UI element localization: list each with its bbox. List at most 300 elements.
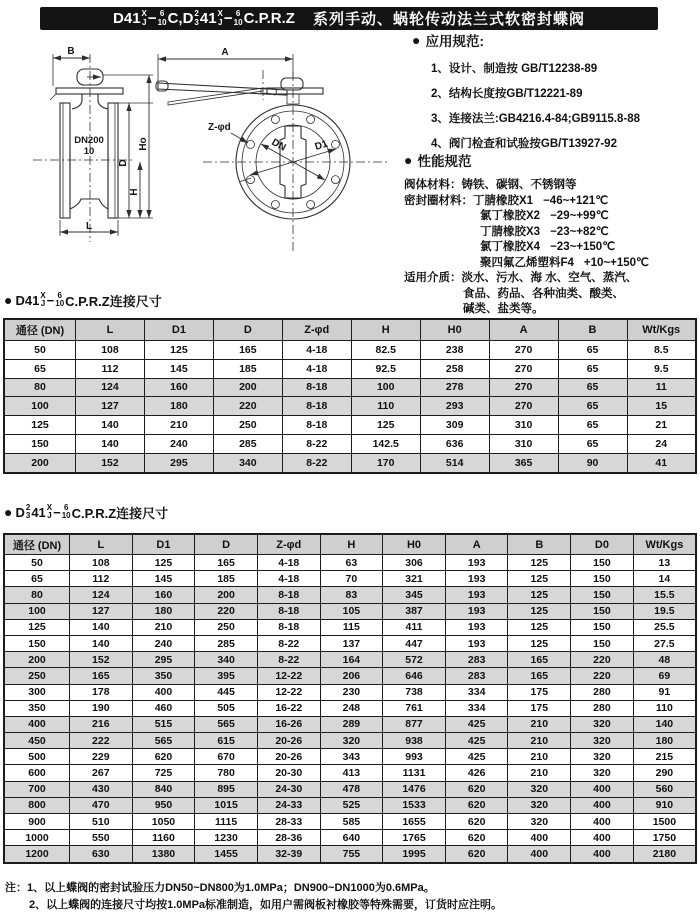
- table-cell: 21: [627, 416, 696, 435]
- table-cell: 19.5: [633, 603, 696, 619]
- table-cell: 895: [195, 781, 258, 797]
- table-cell: 160: [132, 587, 195, 603]
- bullet-icon: ●: [4, 292, 13, 308]
- table-cell: 1750: [633, 830, 696, 846]
- model-sup-sub: 6 10: [233, 9, 243, 27]
- table-cell: 140: [76, 416, 145, 435]
- table-cell: 1380: [132, 846, 195, 863]
- table-cell: 200: [213, 378, 282, 397]
- table-cell: 80: [4, 378, 76, 397]
- table-cell: 1533: [383, 797, 446, 813]
- model-sup-sub: X J: [141, 9, 147, 27]
- table-cell: 620: [445, 797, 508, 813]
- model-text: 41: [199, 10, 217, 27]
- body-material-line: [404, 178, 700, 194]
- table-cell: 220: [571, 652, 634, 668]
- series-title-text: 系列手动、蜗轮传动法兰式软密封蝶阀: [312, 11, 585, 28]
- table-cell: 600: [4, 765, 70, 781]
- model-sup-sub: 6 10: [157, 9, 167, 27]
- table-cell: 193: [445, 571, 508, 587]
- table-cell: 309: [420, 416, 489, 435]
- column-header: B: [508, 534, 571, 555]
- table-cell: 90: [558, 453, 627, 472]
- model-text: −: [147, 10, 157, 27]
- table-cell: 140: [70, 619, 133, 635]
- column-header: H: [351, 319, 420, 341]
- table-cell: 620: [132, 749, 195, 765]
- bolt-hole: [307, 116, 315, 124]
- table-cell: 69: [633, 668, 696, 684]
- model-sup-sub: 6 10: [61, 502, 71, 520]
- table-cell: 140: [76, 434, 145, 453]
- table-cell: 140: [633, 716, 696, 732]
- model-text: −: [53, 504, 61, 520]
- table1-caption: [4, 288, 162, 312]
- model-sup-sub: 2 3: [194, 9, 199, 27]
- table-row: [4, 700, 696, 716]
- table-cell: 210: [508, 765, 571, 781]
- table-cell: 280: [571, 700, 634, 716]
- table-cell: 430: [70, 781, 133, 797]
- column-header: Wt/Kgs: [633, 534, 696, 555]
- table-cell: 12-22: [257, 684, 320, 700]
- table-cell: 48: [633, 652, 696, 668]
- table-cell: 150: [4, 635, 70, 651]
- table-cell: 640: [320, 830, 383, 846]
- table-cell: 293: [420, 397, 489, 416]
- media-line: [404, 271, 700, 287]
- table-row: [4, 453, 696, 472]
- table-cell: 400: [132, 684, 195, 700]
- table-cell: 150: [571, 587, 634, 603]
- table-cell: 28-36: [257, 830, 320, 846]
- table-cell: 108: [76, 341, 145, 360]
- media-line: [463, 302, 700, 318]
- seal-temp-range: −46~+121℃: [543, 194, 609, 207]
- table-cell: 1230: [195, 830, 258, 846]
- media-value: 食品、药品、各种油类、酸类、: [463, 287, 624, 300]
- table-cell: 142.5: [351, 434, 420, 453]
- bore-size-sub-label: 10: [83, 146, 95, 157]
- model-text: −: [46, 292, 55, 308]
- table-cell: 175: [508, 684, 571, 700]
- table-cell: 4-18: [282, 359, 351, 378]
- dimension-h-label: H: [129, 188, 140, 196]
- column-header: D1: [132, 534, 195, 555]
- table-cell: 24-30: [257, 781, 320, 797]
- column-header: Z-φd: [282, 319, 351, 341]
- table-cell: 700: [4, 781, 70, 797]
- table-cell: 283: [445, 668, 508, 684]
- valve-technical-drawing: [25, 42, 413, 292]
- bolt-hole: [247, 176, 255, 184]
- table-cell: 110: [351, 397, 420, 416]
- table-row: [4, 378, 696, 397]
- table-cell: 125: [4, 619, 70, 635]
- table-cell: 15.5: [633, 587, 696, 603]
- table-cell: 180: [132, 603, 195, 619]
- application-spec-item: 3、连接法兰:GB4216.4-84;GB9115.8-88: [431, 113, 641, 125]
- table-cell: 137: [320, 635, 383, 651]
- table-cell: 127: [70, 603, 133, 619]
- table-cell: 289: [320, 716, 383, 732]
- table-cell: 267: [70, 765, 133, 781]
- table-row: [4, 603, 696, 619]
- table-cell: 460: [132, 700, 195, 716]
- table-cell: 125: [508, 619, 571, 635]
- table-cell: 1160: [132, 830, 195, 846]
- table-cell: 80: [4, 587, 70, 603]
- table-cell: 565: [195, 716, 258, 732]
- table-cell: 320: [508, 797, 571, 813]
- table-cell: 178: [70, 684, 133, 700]
- table-cell: 150: [571, 571, 634, 587]
- table-cell: 32-39: [257, 846, 320, 863]
- application-specs-heading: [412, 30, 700, 50]
- model-sup-sub: 2 3: [25, 502, 31, 520]
- table-cell: 150: [571, 603, 634, 619]
- table-cell: 877: [383, 716, 446, 732]
- table-cell: 82.5: [351, 341, 420, 360]
- application-heading-text: 应用规范:: [425, 34, 484, 49]
- table-cell: 738: [383, 684, 446, 700]
- table-cell: 27.5: [633, 635, 696, 651]
- table-cell: 310: [489, 416, 558, 435]
- table-cell: 270: [489, 359, 558, 378]
- table-cell: 125: [144, 341, 213, 360]
- valve-model-designation: [113, 10, 295, 27]
- seal-material-name: 氯丁橡胶X2: [480, 210, 541, 222]
- table-cell: 630: [70, 846, 133, 863]
- table-cell: 145: [144, 359, 213, 378]
- column-header: A: [489, 319, 558, 341]
- table-cell: 258: [420, 359, 489, 378]
- seal-temp-range: −23~+82℃: [550, 225, 609, 238]
- table-cell: 780: [195, 765, 258, 781]
- model-sup-sub: X J: [217, 9, 223, 27]
- table-cell: 160: [144, 378, 213, 397]
- table-cell: 65: [558, 397, 627, 416]
- table-cell: 725: [132, 765, 195, 781]
- table-cell: 450: [4, 733, 70, 749]
- table-cell: 505: [195, 700, 258, 716]
- table-cell: 125: [508, 635, 571, 651]
- table-cell: 8-18: [257, 587, 320, 603]
- table-cell: 1050: [132, 814, 195, 830]
- table-cell: 20-26: [257, 733, 320, 749]
- table-cell: 24-33: [257, 797, 320, 813]
- model-text: C.P.R.Z: [243, 10, 295, 27]
- table-cell: 300: [4, 684, 70, 700]
- application-spec-item: 4、阀门检查和试验按GB/T13927-92: [431, 138, 617, 150]
- table-cell: 250: [195, 619, 258, 635]
- table-row: [4, 668, 696, 684]
- model-text: C,D: [167, 10, 194, 27]
- table-cell: 145: [132, 571, 195, 587]
- table-cell: 514: [420, 453, 489, 472]
- table-cell: 14: [633, 571, 696, 587]
- table-cell: 478: [320, 781, 383, 797]
- table-cell: 220: [195, 603, 258, 619]
- table-cell: 1476: [383, 781, 446, 797]
- table-cell: 620: [445, 814, 508, 830]
- table-cell: 200: [4, 652, 70, 668]
- table-cell: 193: [445, 555, 508, 571]
- table-cell: 1000: [4, 830, 70, 846]
- table-cell: 320: [320, 733, 383, 749]
- table-cell: 320: [508, 814, 571, 830]
- table-cell: 222: [70, 733, 133, 749]
- table-cell: 426: [445, 765, 508, 781]
- dimension-a-label: A: [221, 47, 229, 58]
- valve-neck: [72, 94, 82, 109]
- table-cell: 230: [320, 684, 383, 700]
- table-cell: 165: [213, 341, 282, 360]
- table-cell: 125: [132, 555, 195, 571]
- column-header: D0: [571, 534, 634, 555]
- table-cell: 340: [213, 453, 282, 472]
- table-row: [4, 652, 696, 668]
- bolt-hole: [332, 176, 340, 184]
- table-cell: 112: [76, 359, 145, 378]
- table-cell: 636: [420, 434, 489, 453]
- table-cell: 193: [445, 619, 508, 635]
- table-cell: 115: [320, 619, 383, 635]
- header-row: [4, 534, 696, 555]
- table-cell: 365: [489, 453, 558, 472]
- table-cell: 525: [320, 797, 383, 813]
- mounting-plate: [56, 88, 123, 94]
- table-cell: 180: [144, 397, 213, 416]
- column-header: L: [70, 534, 133, 555]
- application-spec-item: 2、结构长度按GB/T12221-89: [431, 88, 583, 100]
- table-cell: 400: [571, 814, 634, 830]
- table-cell: 840: [132, 781, 195, 797]
- bullet-icon: ●: [412, 32, 421, 48]
- seal-temp-range: +10~+150℃: [583, 256, 649, 269]
- seal-material-line: [404, 194, 700, 210]
- table-row: [4, 846, 696, 863]
- dimension-dn-label: DN: [269, 137, 288, 154]
- table-cell: 387: [383, 603, 446, 619]
- table-cell: 125: [508, 587, 571, 603]
- table-cell: 152: [76, 453, 145, 472]
- table-cell: 4-18: [257, 555, 320, 571]
- table-cell: 445: [195, 684, 258, 700]
- bolt-hole: [271, 116, 279, 124]
- column-header: Z-φd: [257, 534, 320, 555]
- table-cell: 105: [320, 603, 383, 619]
- table-cell: 65: [558, 341, 627, 360]
- table-cell: 620: [445, 830, 508, 846]
- table-cell: 28-33: [257, 814, 320, 830]
- table-row: [4, 830, 696, 846]
- table-cell: 425: [445, 733, 508, 749]
- table-cell: 320: [571, 716, 634, 732]
- application-spec-item: 1、设计、制造按 GB/T12238-89: [431, 63, 598, 75]
- table-cell: 250: [213, 416, 282, 435]
- column-header: D1: [144, 319, 213, 341]
- table-cell: 320: [571, 733, 634, 749]
- table-cell: 190: [70, 700, 133, 716]
- table-cell: 8-22: [282, 434, 351, 453]
- valve-neck: [98, 94, 108, 109]
- right-flange: [108, 103, 118, 218]
- table-row: [4, 749, 696, 765]
- table-cell: 900: [4, 814, 70, 830]
- table-cell: 65: [558, 359, 627, 378]
- dimension-l-label: L: [85, 221, 93, 232]
- table-cell: 24: [627, 434, 696, 453]
- table-cell: 938: [383, 733, 446, 749]
- table-cell: 8.5: [627, 341, 696, 360]
- table1-caption-model: [15, 291, 161, 310]
- table-cell: 125: [508, 555, 571, 571]
- table-cell: 50: [4, 555, 70, 571]
- table-cell: 124: [76, 378, 145, 397]
- table-row: [4, 434, 696, 453]
- table-cell: 50: [4, 341, 76, 360]
- bolt-hole: [271, 201, 279, 209]
- table-row: [4, 397, 696, 416]
- table-cell: 215: [633, 749, 696, 765]
- table-cell: 100: [4, 603, 70, 619]
- table-cell: 400: [571, 846, 634, 863]
- table-cell: 8-22: [257, 635, 320, 651]
- table-cell: 8-18: [282, 378, 351, 397]
- table-cell: 1995: [383, 846, 446, 863]
- table-row: [4, 619, 696, 635]
- table-cell: 510: [70, 814, 133, 830]
- table-cell: 340: [195, 652, 258, 668]
- table-cell: 193: [445, 587, 508, 603]
- table-cell: 25.5: [633, 619, 696, 635]
- table-cell: 400: [508, 830, 571, 846]
- column-header: Wt/Kgs: [627, 319, 696, 341]
- seal-material-name: 聚四氟乙烯塑料F4: [480, 256, 574, 269]
- seal-temp-range: −23~+150℃: [550, 241, 616, 253]
- performance-specs-section: [404, 150, 700, 318]
- table-cell: 278: [420, 378, 489, 397]
- table-cell: 165: [195, 555, 258, 571]
- table-cell: 295: [144, 453, 213, 472]
- seal-material-label: 密封圈材料：: [404, 194, 473, 207]
- footnotes: [5, 880, 697, 913]
- table-cell: 248: [320, 700, 383, 716]
- left-flange: [60, 103, 70, 218]
- table-cell: 585: [320, 814, 383, 830]
- table-cell: 210: [508, 716, 571, 732]
- column-header: 通径 (DN): [4, 534, 70, 555]
- media-line: [463, 287, 700, 303]
- table-cell: 411: [383, 619, 446, 635]
- table-cell: 565: [132, 733, 195, 749]
- table-cell: 950: [132, 797, 195, 813]
- body-material-label: 阀体材料：: [404, 179, 462, 191]
- table-cell: 515: [132, 716, 195, 732]
- table-cell: 320: [571, 749, 634, 765]
- table-cell: 761: [383, 700, 446, 716]
- table-cell: 560: [633, 781, 696, 797]
- table-cell: 280: [571, 684, 634, 700]
- table-cell: 11: [627, 378, 696, 397]
- table-cell: 1015: [195, 797, 258, 813]
- model-text: C.P.R.Z连接尺寸: [71, 505, 169, 521]
- header-row: [4, 319, 696, 341]
- table-cell: 210: [132, 619, 195, 635]
- model-sup-sub: X J: [46, 502, 53, 520]
- column-header: A: [445, 534, 508, 555]
- table-cell: 1455: [195, 846, 258, 863]
- table-cell: 755: [320, 846, 383, 863]
- table-cell: 193: [445, 603, 508, 619]
- table-cell: 12-22: [257, 668, 320, 684]
- table-cell: 170: [351, 453, 420, 472]
- table-cell: 15: [627, 397, 696, 416]
- table-cell: 9.5: [627, 359, 696, 378]
- table-cell: 150: [571, 555, 634, 571]
- table-row: [4, 797, 696, 813]
- table-cell: 400: [508, 846, 571, 863]
- table-cell: 150: [571, 635, 634, 651]
- application-specs-section: [412, 30, 700, 157]
- column-header: D: [195, 534, 258, 555]
- table-cell: 110: [633, 700, 696, 716]
- column-header: B: [558, 319, 627, 341]
- table2-caption: [4, 500, 168, 524]
- table-cell: 83: [320, 587, 383, 603]
- table-cell: 125: [351, 416, 420, 435]
- table-cell: 2180: [633, 846, 696, 863]
- bullet-icon: ●: [404, 152, 413, 168]
- table-cell: 306: [383, 555, 446, 571]
- table-cell: 8-18: [257, 619, 320, 635]
- bolt-pattern-label: Z-φd: [208, 122, 231, 133]
- table-row: [4, 716, 696, 732]
- table-cell: 125: [508, 571, 571, 587]
- column-header: D: [213, 319, 282, 341]
- table-cell: 670: [195, 749, 258, 765]
- table-cell: 395: [195, 668, 258, 684]
- table-cell: 210: [144, 416, 213, 435]
- table-cell: 210: [508, 749, 571, 765]
- table-cell: 91: [633, 684, 696, 700]
- table-cell: 620: [445, 846, 508, 863]
- table-cell: 185: [195, 571, 258, 587]
- table-cell: 150: [4, 434, 76, 453]
- table-cell: 210: [508, 733, 571, 749]
- table-cell: 124: [70, 587, 133, 603]
- table-cell: 400: [571, 781, 634, 797]
- table-cell: 283: [445, 652, 508, 668]
- table-row: [4, 555, 696, 571]
- table-cell: 193: [445, 635, 508, 651]
- table-cell: 8-18: [257, 603, 320, 619]
- table-cell: 321: [383, 571, 446, 587]
- bolt-hole: [247, 140, 255, 148]
- model-text: D: [15, 504, 25, 520]
- model-sup-sub: 6 10: [55, 290, 65, 308]
- seal-material-name: 丁腈橡胶X1: [473, 194, 534, 207]
- table-cell: 175: [508, 700, 571, 716]
- table-cell: 320: [571, 765, 634, 781]
- media-label: 适用介质：: [404, 272, 462, 284]
- table-cell: 400: [571, 830, 634, 846]
- table-cell: 470: [70, 797, 133, 813]
- performance-heading-text: 性能规范: [417, 154, 472, 169]
- media-value: 淡水、污水、海 水、空气、蒸汽、: [461, 272, 638, 284]
- table-cell: 65: [4, 359, 76, 378]
